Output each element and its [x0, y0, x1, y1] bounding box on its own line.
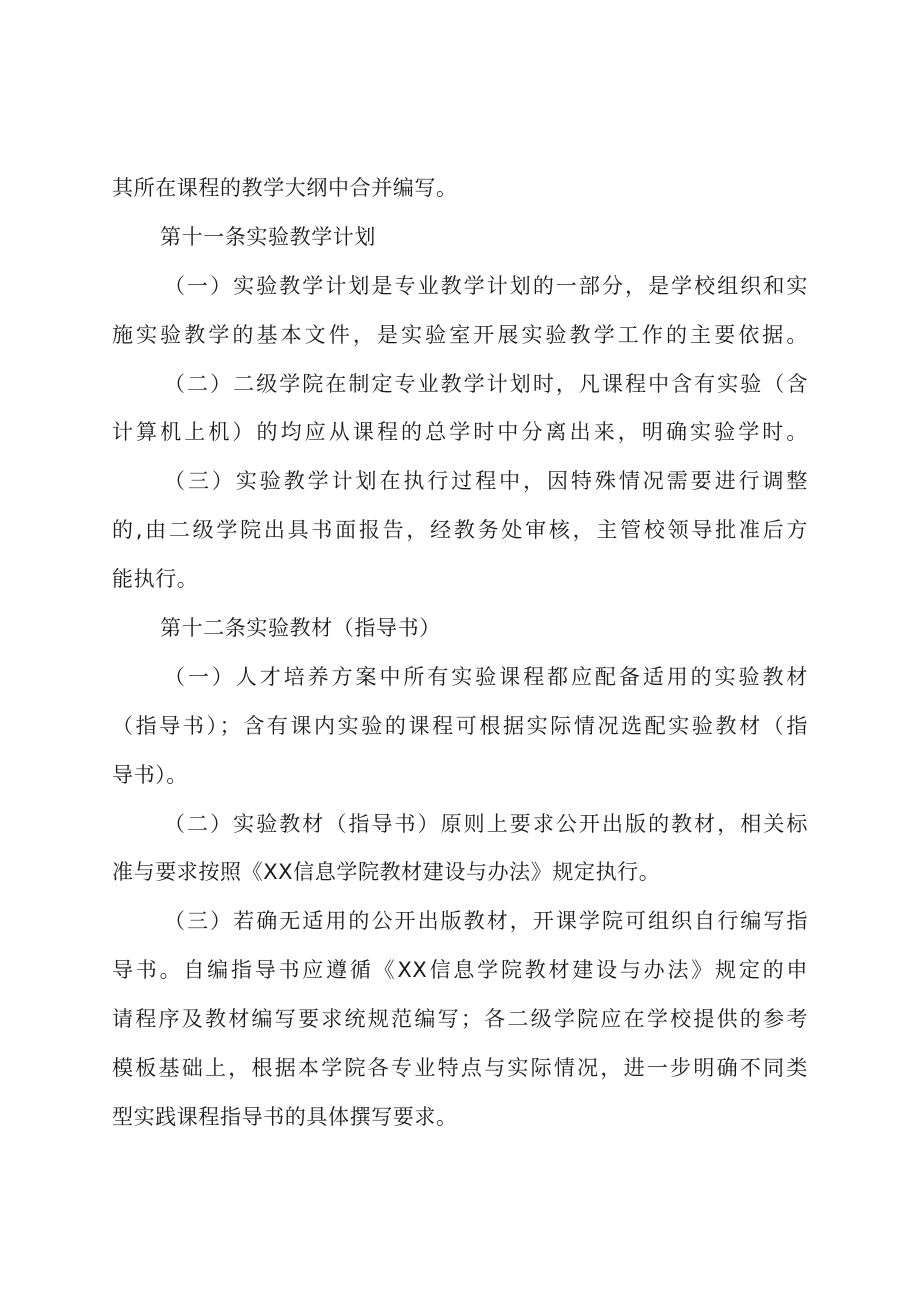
- paragraph-line: 的,由二级学院出具书面报告，经教务处审核，主管校领导批准后方: [112, 518, 808, 543]
- paragraph-line: 请程序及教材编写要求统规范编写；各二级学院应在学校提供的参考: [112, 1007, 808, 1032]
- paragraph-line: 准与要求按照《XX信息学院教材建设与办法》规定执行。: [112, 860, 661, 885]
- article-heading: 第十一条实验教学计划: [160, 224, 376, 249]
- paragraph-line: （三）若确无适用的公开出版教材，开课学院可组织自行编写指: [164, 909, 808, 934]
- article-heading: 第十二条实验教材（指导书）: [160, 616, 441, 641]
- paragraph-line: 导书）。: [112, 762, 188, 787]
- paragraph-line: （二）实验教材（指导书）原则上要求公开出版的教材，相关标: [164, 811, 808, 836]
- paragraph-line: 导书。自编指导书应遵循《XX信息学院教材建设与办法》规定的申: [112, 958, 808, 983]
- paragraph-line: 其所在课程的教学大纲中合并编写。: [112, 176, 458, 200]
- paragraph-line: （一）人才培养方案中所有实验课程都应配备适用的实验教材: [164, 664, 808, 689]
- paragraph-line: 施实验教学的基本文件，是实验室开展实验教学工作的主要依据。: [112, 322, 808, 347]
- paragraph-line: 计算机上机）的均应从课程的总学时中分离出来，明确实验学时。: [112, 420, 808, 445]
- document-body: [112, 164, 808, 1142]
- paragraph-line: 能执行。: [112, 567, 199, 592]
- paragraph-line: 型实践课程指导书的具体撰写要求。: [112, 1104, 458, 1129]
- paragraph-line: （二）二级学院在制定专业教学计划时，凡课程中含有实验（含: [164, 371, 808, 396]
- paragraph-line: （指导书）；含有课内实验的课程可根据实际情况选配实验教材（指: [112, 713, 808, 738]
- paragraph-line: 模板基础上，根据本学院各专业特点与实际情况，进一步明确不同类: [112, 1056, 808, 1081]
- paragraph-line: （三）实验教学计划在执行过程中，因特殊情况需要进行调整: [164, 469, 808, 494]
- paragraph-line: （一）实验教学计划是专业教学计划的一部分，是学校组织和实: [164, 273, 808, 298]
